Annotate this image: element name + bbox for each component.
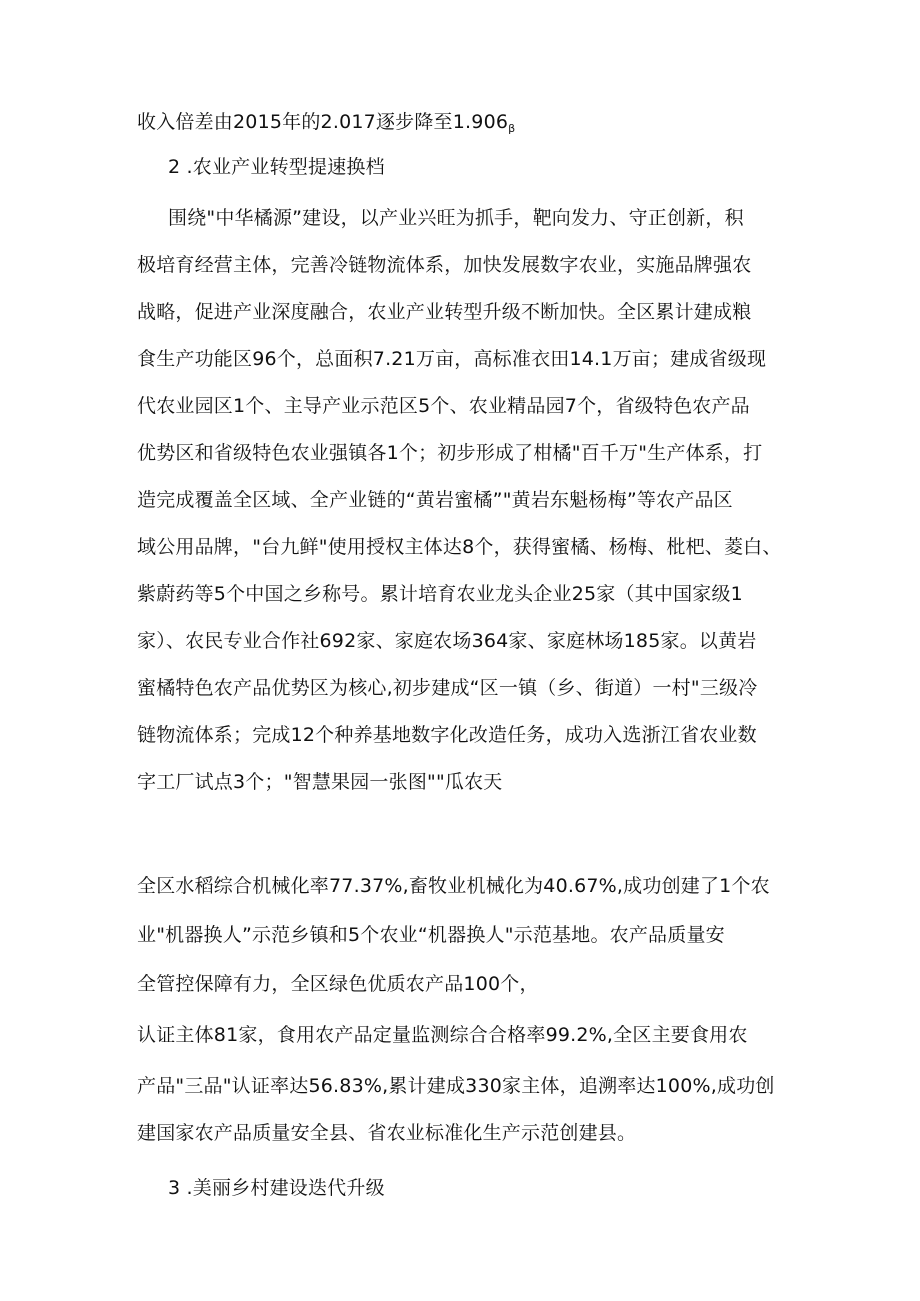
paragraph-line: 全区水稻综合机械化率77.37%,畜牧业机械化为40.67%,成功创建了1个农: [137, 875, 770, 897]
paragraph-line: 家）、农民专业合作社692家、家庭农场364家、家庭林场185家。以黄岩: [137, 630, 757, 652]
paragraph-line: 产品"三品"认证率达56.83%,累计建成330家主体，追溯率达100%,成功创: [137, 1075, 775, 1097]
paragraph-line: 链物流体系；完成12个种养基地数字化改造任务，成功入选浙江省农业数: [137, 724, 757, 746]
paragraph-line: 战略，促进产业深度融合，农业产业转型升级不断加快。全区累计建成粮: [137, 301, 752, 323]
section-heading-3: 3 .美丽乡村建设迭代升级: [168, 1177, 385, 1199]
paragraph-line: 优势区和省级特色农业强镇各1个；初步形成了柑橘"百千万"生产体系，打: [137, 442, 763, 464]
paragraph-line: 食生产功能区96个，总面积7.21万亩，高标准衣田14.1万亩；建成省级现: [137, 348, 767, 370]
paragraph-line: 建国家农产品质量安全县、省农业标准化生产示范创建县。: [137, 1122, 637, 1144]
paragraph-line: 极培育经营主体，完善冷链物流体系，加快发展数字农业，实施品牌强农: [137, 254, 752, 276]
paragraph-line: 字工厂试点3个；"智慧果园一张图""瓜农天: [137, 771, 503, 793]
paragraph-line: [137, 109, 787, 142]
paragraph-line: 认证主体81家，食用农产品定量监测综合合格率99.2%,全区主要食用农: [137, 1024, 748, 1046]
paragraph-line: 紫蔚药等5个中国之乡称号。累计培育农业龙头企业25家（其中国家级1: [137, 583, 743, 605]
subscript-mark: β: [508, 122, 516, 135]
paragraph-line: 围绕"中华橘源”建设，以产业兴旺为抓手，靶向发力、守正创新，积: [168, 207, 744, 229]
paragraph-line: 代农业园区1个、主导产业示范区5个、农业精品园7个，省级特色农产品: [137, 395, 750, 417]
paragraph-line: 全管控保障有力，全区绿色优质农产品100个，: [137, 973, 539, 995]
paragraph-line: 造完成覆盖全区域、全产业链的“黄岩蜜橘”"黄岩东魁杨梅”等农产品区: [137, 489, 733, 511]
section-heading-2: 2 .农业产业转型提速换档: [168, 156, 385, 178]
paragraph-line: 业"机器换人”示范乡镇和5个农业“机器换人"示范基地。农产品质量安: [137, 924, 725, 946]
income-ratio-text: 收入倍差由2015年的2.017逐步降至1.906: [137, 111, 509, 133]
paragraph-line: 域公用品牌，"台九鲜"使用授权主体达8个，获得蜜橘、杨梅、枇杷、菱白、: [137, 536, 782, 558]
paragraph-line: 蜜橘特色农产品优势区为核心,初步建成“区一镇（乡、街道）一村"三级冷: [137, 677, 758, 699]
